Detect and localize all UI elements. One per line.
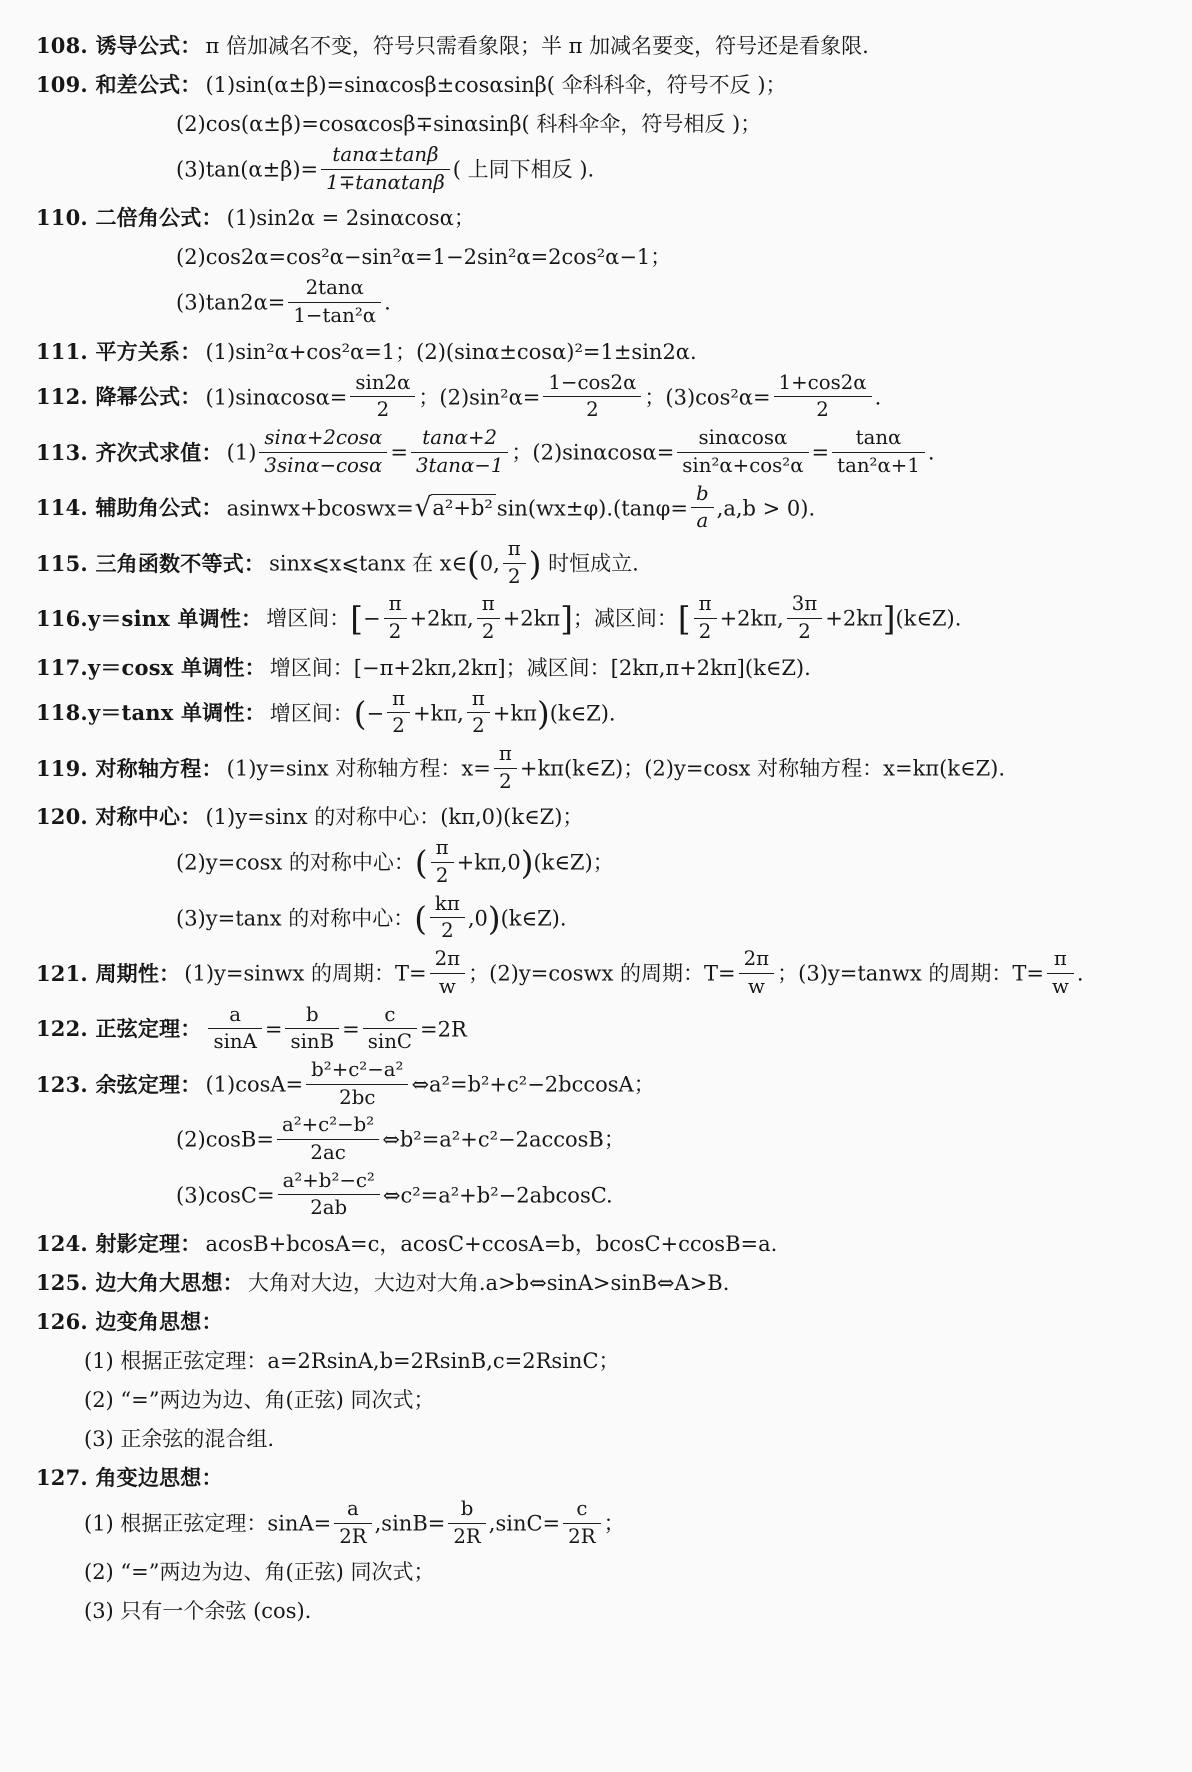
math-text: ；(2)sin²α= — [418, 385, 541, 410]
item-label: 123. 余弦定理： — [36, 1071, 202, 1097]
fraction-numerator: a — [334, 1498, 371, 1524]
item-label: 118.y＝tanx 单调性： — [36, 700, 266, 726]
fraction — [787, 593, 823, 643]
math-text: +2kπ — [502, 606, 561, 631]
item-label: 117.y＝cosx 单调性： — [36, 654, 266, 680]
fraction-numerator: π — [387, 688, 410, 714]
math-text: (1) — [84, 1349, 121, 1373]
fraction-denominator: 3sinα−cosα — [264, 453, 383, 477]
fraction-denominator: a — [696, 509, 709, 533]
fraction-numerator: π — [384, 593, 407, 619]
fraction-denominator: 1−tan²α — [293, 304, 377, 328]
formula-line — [36, 891, 1172, 945]
math-text: − — [366, 701, 385, 726]
cjk-text: 对称轴方程： — [757, 756, 884, 781]
formula-line — [36, 1168, 1172, 1222]
big-delimiter: ( — [353, 694, 367, 733]
cjk-text: 的周期： — [928, 961, 1013, 986]
fraction — [306, 1059, 408, 1109]
fraction-denominator: w — [438, 974, 456, 998]
big-delimiter: ) — [536, 694, 550, 733]
fraction — [694, 593, 717, 643]
formula-line — [36, 1227, 1172, 1261]
fraction-numerator: a²+c²−b² — [277, 1114, 379, 1140]
fraction — [543, 372, 641, 422]
item-label: 108. 诱导公式： — [36, 33, 202, 58]
math-text: (2)cos(α±β)=cosαcosβ∓sinαsinβ( — [176, 112, 537, 136]
big-delimiter: ( — [414, 844, 428, 883]
math-text: (k∈Z)； — [533, 851, 614, 876]
math-text: asinwx+bcoswx= — [226, 496, 414, 521]
fraction — [259, 427, 387, 477]
math-text: (k∈Z). — [895, 606, 962, 631]
math-text: (3) — [84, 1599, 121, 1624]
formula-line — [36, 947, 1172, 1000]
fraction — [563, 1498, 600, 1548]
math-text: T= — [394, 961, 427, 986]
cjk-text: “=”两边为边、角(正弦) 同次式； — [120, 1560, 435, 1585]
formula-line — [36, 276, 1172, 329]
cjk-text: 正余弦的混合组. — [120, 1427, 275, 1451]
fraction-numerator: π — [431, 837, 454, 863]
fraction-numerator: π — [1047, 948, 1074, 974]
fraction-denominator: 2 — [388, 619, 402, 643]
fraction — [1047, 948, 1074, 998]
fraction-numerator: kπ — [430, 893, 465, 919]
math-text: )； — [750, 73, 787, 97]
fraction-numerator: c — [563, 1498, 600, 1524]
item-label: 111. 平方关系： — [36, 338, 202, 364]
math-text: = — [264, 1017, 283, 1042]
math-text: . — [1076, 961, 1084, 986]
fraction-numerator: π — [503, 538, 526, 564]
cjk-text: 的对称中心： — [288, 906, 415, 931]
fraction-denominator: 2ac — [310, 1140, 346, 1164]
cjk-text: 增区间： — [269, 701, 354, 726]
math-text: [2kπ,π+2kπ](k∈Z). — [610, 655, 811, 680]
fraction-denominator: 2 — [798, 619, 811, 643]
math-text: (kπ,0)(k∈Z)； — [440, 805, 584, 830]
math-text: (1) — [84, 1511, 121, 1536]
big-delimiter: ( — [467, 544, 480, 583]
math-text: a>b⇔sinA>sinB⇔A>B. — [485, 1271, 730, 1295]
math-text: (1) — [226, 440, 257, 465]
fraction-numerator: 2π — [430, 948, 466, 974]
fraction-denominator: 2R — [453, 1524, 481, 1548]
fraction — [334, 1498, 371, 1548]
cjk-text: ；减区间： — [505, 655, 611, 680]
math-text: ⇔a²=b²+c²−2bccosA； — [411, 1072, 655, 1097]
fraction-numerator: 1+cos2α — [774, 372, 872, 398]
fraction — [411, 427, 508, 477]
cjk-text: 只有一个余弦 (cos). — [120, 1599, 312, 1624]
formula-line — [36, 1305, 1172, 1339]
cjk-text: 的对称中心： — [314, 805, 441, 830]
math-text: (2)cos2α=cos²α−sin²α=1−2sin²α=2cos²α−1； — [176, 245, 672, 270]
fraction-numerator: b²+c²−a² — [306, 1059, 408, 1085]
item-label: 109. 和差公式： — [36, 72, 202, 97]
math-text: =2R — [420, 1017, 467, 1042]
fraction-numerator: c — [363, 1004, 417, 1030]
fraction — [288, 277, 381, 327]
fraction — [278, 1170, 380, 1220]
cjk-text: 上同下相反 — [467, 157, 573, 182]
formula-line — [36, 481, 1172, 535]
fraction — [387, 688, 410, 738]
math-text: . — [874, 385, 882, 410]
fraction-denominator: 2 — [376, 398, 390, 422]
fraction — [494, 743, 517, 793]
cjk-text: π 倍加减名不变，符号只需看象限；半 π 加减名要变，符号还是看象限. — [205, 34, 869, 58]
fraction-numerator: sin2α — [350, 372, 415, 398]
cjk-text: 在 — [411, 551, 440, 576]
math-text: x∈ — [439, 551, 468, 576]
fraction — [208, 1004, 261, 1054]
cjk-text: 时恒成立. — [541, 551, 639, 576]
math-text: ,a,b > 0). — [716, 496, 816, 521]
math-text: = — [342, 1017, 360, 1042]
big-delimiter: ) — [520, 844, 534, 883]
fraction — [691, 483, 714, 533]
cjk-text: 科科伞伞，符号相反 — [536, 112, 726, 136]
fraction-numerator: sinα+2cosα — [259, 427, 387, 453]
math-text: ； — [603, 1511, 625, 1536]
cjk-text: “=”两边为边、角(正弦) 同次式； — [120, 1388, 435, 1412]
fraction — [832, 427, 925, 477]
fraction — [739, 948, 775, 998]
fraction-denominator: sinB — [290, 1030, 335, 1054]
math-text: +2kπ, — [409, 606, 474, 631]
fraction-denominator: 2 — [392, 714, 405, 738]
fraction-denominator: 2R — [339, 1524, 367, 1548]
fraction-denominator: 2R — [568, 1524, 596, 1548]
fraction — [467, 688, 490, 738]
fraction-denominator: 3tanα−1 — [416, 453, 504, 477]
fraction-numerator: π — [694, 593, 717, 619]
math-text: (k∈Z). — [500, 906, 567, 931]
math-text: ⇔b²=a²+c²−2accosB； — [382, 1127, 625, 1152]
math-text: . — [384, 291, 391, 316]
fraction-denominator: 2 — [816, 398, 829, 422]
fraction-numerator: tanα±tanβ — [321, 144, 450, 170]
formula-line — [36, 1422, 1172, 1456]
big-delimiter: ] — [882, 600, 896, 639]
math-text: (1)cosA= — [205, 1072, 304, 1097]
fraction-denominator: sinC — [367, 1030, 412, 1054]
fraction-numerator: b — [285, 1004, 339, 1030]
math-text: acosB+bcosA=c，acosC+ccosA=b，bcosC+ccosB=a. — [205, 1232, 778, 1256]
math-text: sinA= — [267, 1511, 332, 1536]
math-text: +kπ — [492, 701, 537, 726]
math-text: (3)cosC= — [176, 1183, 275, 1208]
big-delimiter: ] — [560, 600, 573, 639]
fraction-numerator: π — [467, 688, 490, 714]
math-text: ( — [452, 157, 468, 182]
cjk-text: ；减区间： — [572, 606, 678, 631]
formula-line — [36, 107, 1172, 141]
formula-line — [36, 686, 1172, 740]
formula-line — [36, 592, 1172, 645]
formula-line — [36, 143, 1172, 196]
cjk-text: 根据正弦定理： — [120, 1349, 268, 1373]
item-label: 112. 降幂公式： — [36, 384, 202, 410]
math-text: (2)cosB= — [176, 1127, 274, 1152]
fraction-numerator: tanα — [832, 427, 925, 453]
formula-line — [36, 800, 1172, 834]
math-text: (k∈Z). — [549, 701, 616, 726]
formula-line — [36, 370, 1172, 424]
formula-line — [36, 1594, 1172, 1628]
math-text: = — [390, 440, 408, 465]
fraction — [350, 372, 415, 422]
formula-line — [36, 1383, 1172, 1417]
item-label: 113. 齐次式求值： — [36, 439, 223, 465]
item-label: 124. 射影定理： — [36, 1231, 202, 1256]
math-text: x=kπ(k∈Z). — [883, 756, 1006, 781]
formula-line — [36, 1266, 1172, 1300]
math-text: (2) — [84, 1388, 121, 1412]
cjk-text: 增区间： — [269, 655, 354, 680]
doc-lines — [36, 29, 1172, 1628]
math-text: (1)sin(α±β)=sinαcosβ±cosαsinβ( — [205, 73, 562, 97]
math-text: ；(3)cos²α= — [644, 385, 771, 410]
fraction-numerator: a²+b²−c² — [278, 1170, 380, 1196]
math-text: +kπ(k∈Z)；(2)y=cosx — [519, 756, 758, 781]
formula-line — [36, 651, 1172, 685]
math-text: ；(2)sinαcosα= — [511, 440, 675, 465]
fraction-numerator: π — [494, 743, 517, 769]
formula-line — [36, 1002, 1172, 1056]
math-text: (1)sinαcosα= — [205, 385, 348, 410]
fraction — [448, 1498, 485, 1548]
item-label: 120. 对称中心： — [36, 804, 202, 830]
fraction — [277, 1114, 379, 1164]
fraction — [384, 593, 407, 643]
math-text: sin(wx±φ).(tanφ= — [496, 496, 688, 521]
item-label: 121. 周期性： — [36, 960, 181, 986]
fraction-denominator: 2bc — [339, 1085, 376, 1109]
fraction-numerator: b — [691, 483, 714, 509]
item-label: 116.y＝sinx 单调性： — [36, 605, 263, 631]
fraction-denominator: 1∓tanαtanβ — [326, 170, 445, 194]
big-delimiter: ) — [528, 544, 542, 583]
math-text: a=2RsinA,b=2RsinB,c=2RsinC； — [267, 1349, 620, 1373]
math-text: (1)sin²α+cos²α=1；(2)(sinα±cosα)²=1±sin2α. — [205, 339, 697, 364]
formula-line — [36, 1497, 1172, 1550]
math-text: +2kπ, — [719, 606, 784, 631]
big-delimiter: [ — [677, 600, 691, 639]
math-text: +2kπ — [825, 606, 883, 631]
fraction-denominator: tan²α+1 — [837, 453, 920, 477]
math-text: T= — [704, 961, 736, 986]
cjk-text: 根据正弦定理： — [120, 1511, 268, 1536]
math-text: (3)tan2α= — [176, 291, 286, 316]
cjk-text: 大角对大边，大边对大角. — [247, 1271, 486, 1295]
math-text: ；(3)y=tanwx — [777, 961, 929, 986]
item-label: 115. 三角函数不等式： — [36, 550, 266, 576]
formula-line — [36, 1344, 1172, 1378]
fraction-numerator: 3π — [787, 593, 823, 619]
math-text: [−π+2kπ,2kπ] — [353, 655, 506, 680]
fraction-denominator: sin²α+cos²α — [682, 453, 804, 477]
fraction-denominator: 2 — [481, 619, 495, 643]
formula-line — [36, 1113, 1172, 1166]
item-label: 122. 正弦定理： — [36, 1016, 202, 1042]
radicand: a²+b² — [431, 494, 495, 521]
math-text: (1)y=sinx — [205, 805, 315, 830]
math-text: (2)y=cosx — [176, 851, 289, 876]
formula-line — [36, 742, 1172, 795]
item-label: 127. 角变边思想： — [36, 1465, 223, 1490]
math-text: +kπ, — [413, 701, 464, 726]
math-text: (1)y=sinwx — [184, 961, 311, 986]
formula-line — [36, 201, 1172, 235]
math-text: (2) — [84, 1560, 121, 1585]
math-text: ,sinC= — [488, 1511, 561, 1536]
fraction-denominator: 2 — [472, 714, 485, 738]
math-text: 0, — [479, 551, 500, 576]
fraction-numerator: 1−cos2α — [543, 372, 641, 398]
fraction-numerator: a — [208, 1004, 261, 1030]
fraction-denominator: 2 — [698, 619, 712, 643]
cjk-text: 增区间： — [266, 606, 351, 631]
fraction-numerator: 2π — [739, 948, 775, 974]
cjk-text: 对称轴方程： — [335, 756, 462, 781]
fraction — [430, 893, 465, 943]
item-label: 125. 边大角大思想： — [36, 1270, 244, 1295]
item-label: 110. 二倍角公式： — [36, 205, 223, 231]
fraction — [285, 1004, 339, 1054]
fraction — [477, 593, 500, 643]
math-text: +kπ,0 — [456, 851, 521, 876]
formula-line — [36, 240, 1172, 274]
fraction-numerator: tanα+2 — [411, 427, 508, 453]
formula-line — [36, 426, 1172, 479]
item-label: 119. 对称轴方程： — [36, 755, 223, 781]
fraction-denominator: w — [1051, 974, 1069, 998]
fraction-denominator: 2 — [586, 398, 599, 422]
square-root — [415, 494, 496, 522]
fraction-numerator: sinαcosα — [677, 427, 808, 453]
fraction — [677, 427, 808, 477]
big-delimiter: ) — [487, 899, 501, 938]
big-delimiter: ( — [414, 899, 427, 938]
fraction — [503, 538, 526, 588]
cjk-text: 的周期： — [310, 961, 395, 986]
formula-line — [36, 29, 1172, 63]
cjk-text: 的周期： — [620, 961, 705, 986]
math-text: − — [362, 606, 381, 631]
formula-line — [36, 836, 1172, 889]
math-text: ). — [572, 157, 595, 182]
fraction — [321, 144, 450, 194]
math-text: ；(2)y=coswx — [468, 961, 621, 986]
fraction-numerator: π — [477, 593, 500, 619]
formula-line — [36, 68, 1172, 102]
big-delimiter: [ — [350, 600, 363, 639]
fraction — [363, 1004, 417, 1054]
fraction-denominator: w — [747, 974, 765, 998]
item-label: 114. 辅助角公式： — [36, 495, 223, 521]
fraction — [431, 837, 454, 887]
math-text: ,0 — [467, 906, 488, 931]
math-text: ,sinB= — [374, 1511, 446, 1536]
math-text: (3)tan(α±β)= — [176, 157, 319, 182]
fraction-denominator: 2 — [508, 564, 521, 588]
math-text: = — [811, 440, 830, 465]
fraction-numerator: b — [448, 1498, 485, 1524]
fraction-denominator: 2 — [441, 919, 454, 943]
item-label: 126. 边变角思想： — [36, 1309, 223, 1334]
math-text: sinx⩽x⩽tanx — [269, 551, 412, 576]
math-text: (1)y=sinx — [226, 756, 336, 781]
math-text: (3) — [84, 1427, 121, 1451]
fraction-numerator: 2tanα — [288, 277, 381, 303]
math-text: T= — [1012, 961, 1044, 986]
formula-line — [36, 335, 1172, 369]
math-text: x= — [461, 756, 491, 781]
fraction-denominator: sinA — [213, 1030, 257, 1054]
fraction — [774, 372, 872, 422]
cjk-text: 伞科科伞，符号不反 — [561, 73, 751, 97]
formula-line — [36, 1555, 1172, 1589]
fraction-denominator: 2ab — [310, 1196, 348, 1220]
math-text: (1)sin2α = 2sinαcosα； — [226, 206, 475, 231]
math-text: (3)y=tanx — [176, 906, 289, 931]
math-text: )； — [725, 112, 762, 136]
math-text: ⇔c²=a²+b²−2abcosC. — [382, 1183, 613, 1208]
radical-sign: √ — [414, 492, 432, 523]
cjk-text: 的对称中心： — [288, 851, 415, 876]
fraction — [430, 948, 466, 998]
fraction-denominator: 2 — [499, 769, 512, 793]
formula-line — [36, 536, 1172, 590]
formula-line — [36, 1057, 1172, 1111]
formula-line — [36, 1461, 1172, 1495]
fraction-denominator: 2 — [435, 864, 449, 888]
math-text: . — [927, 440, 935, 465]
